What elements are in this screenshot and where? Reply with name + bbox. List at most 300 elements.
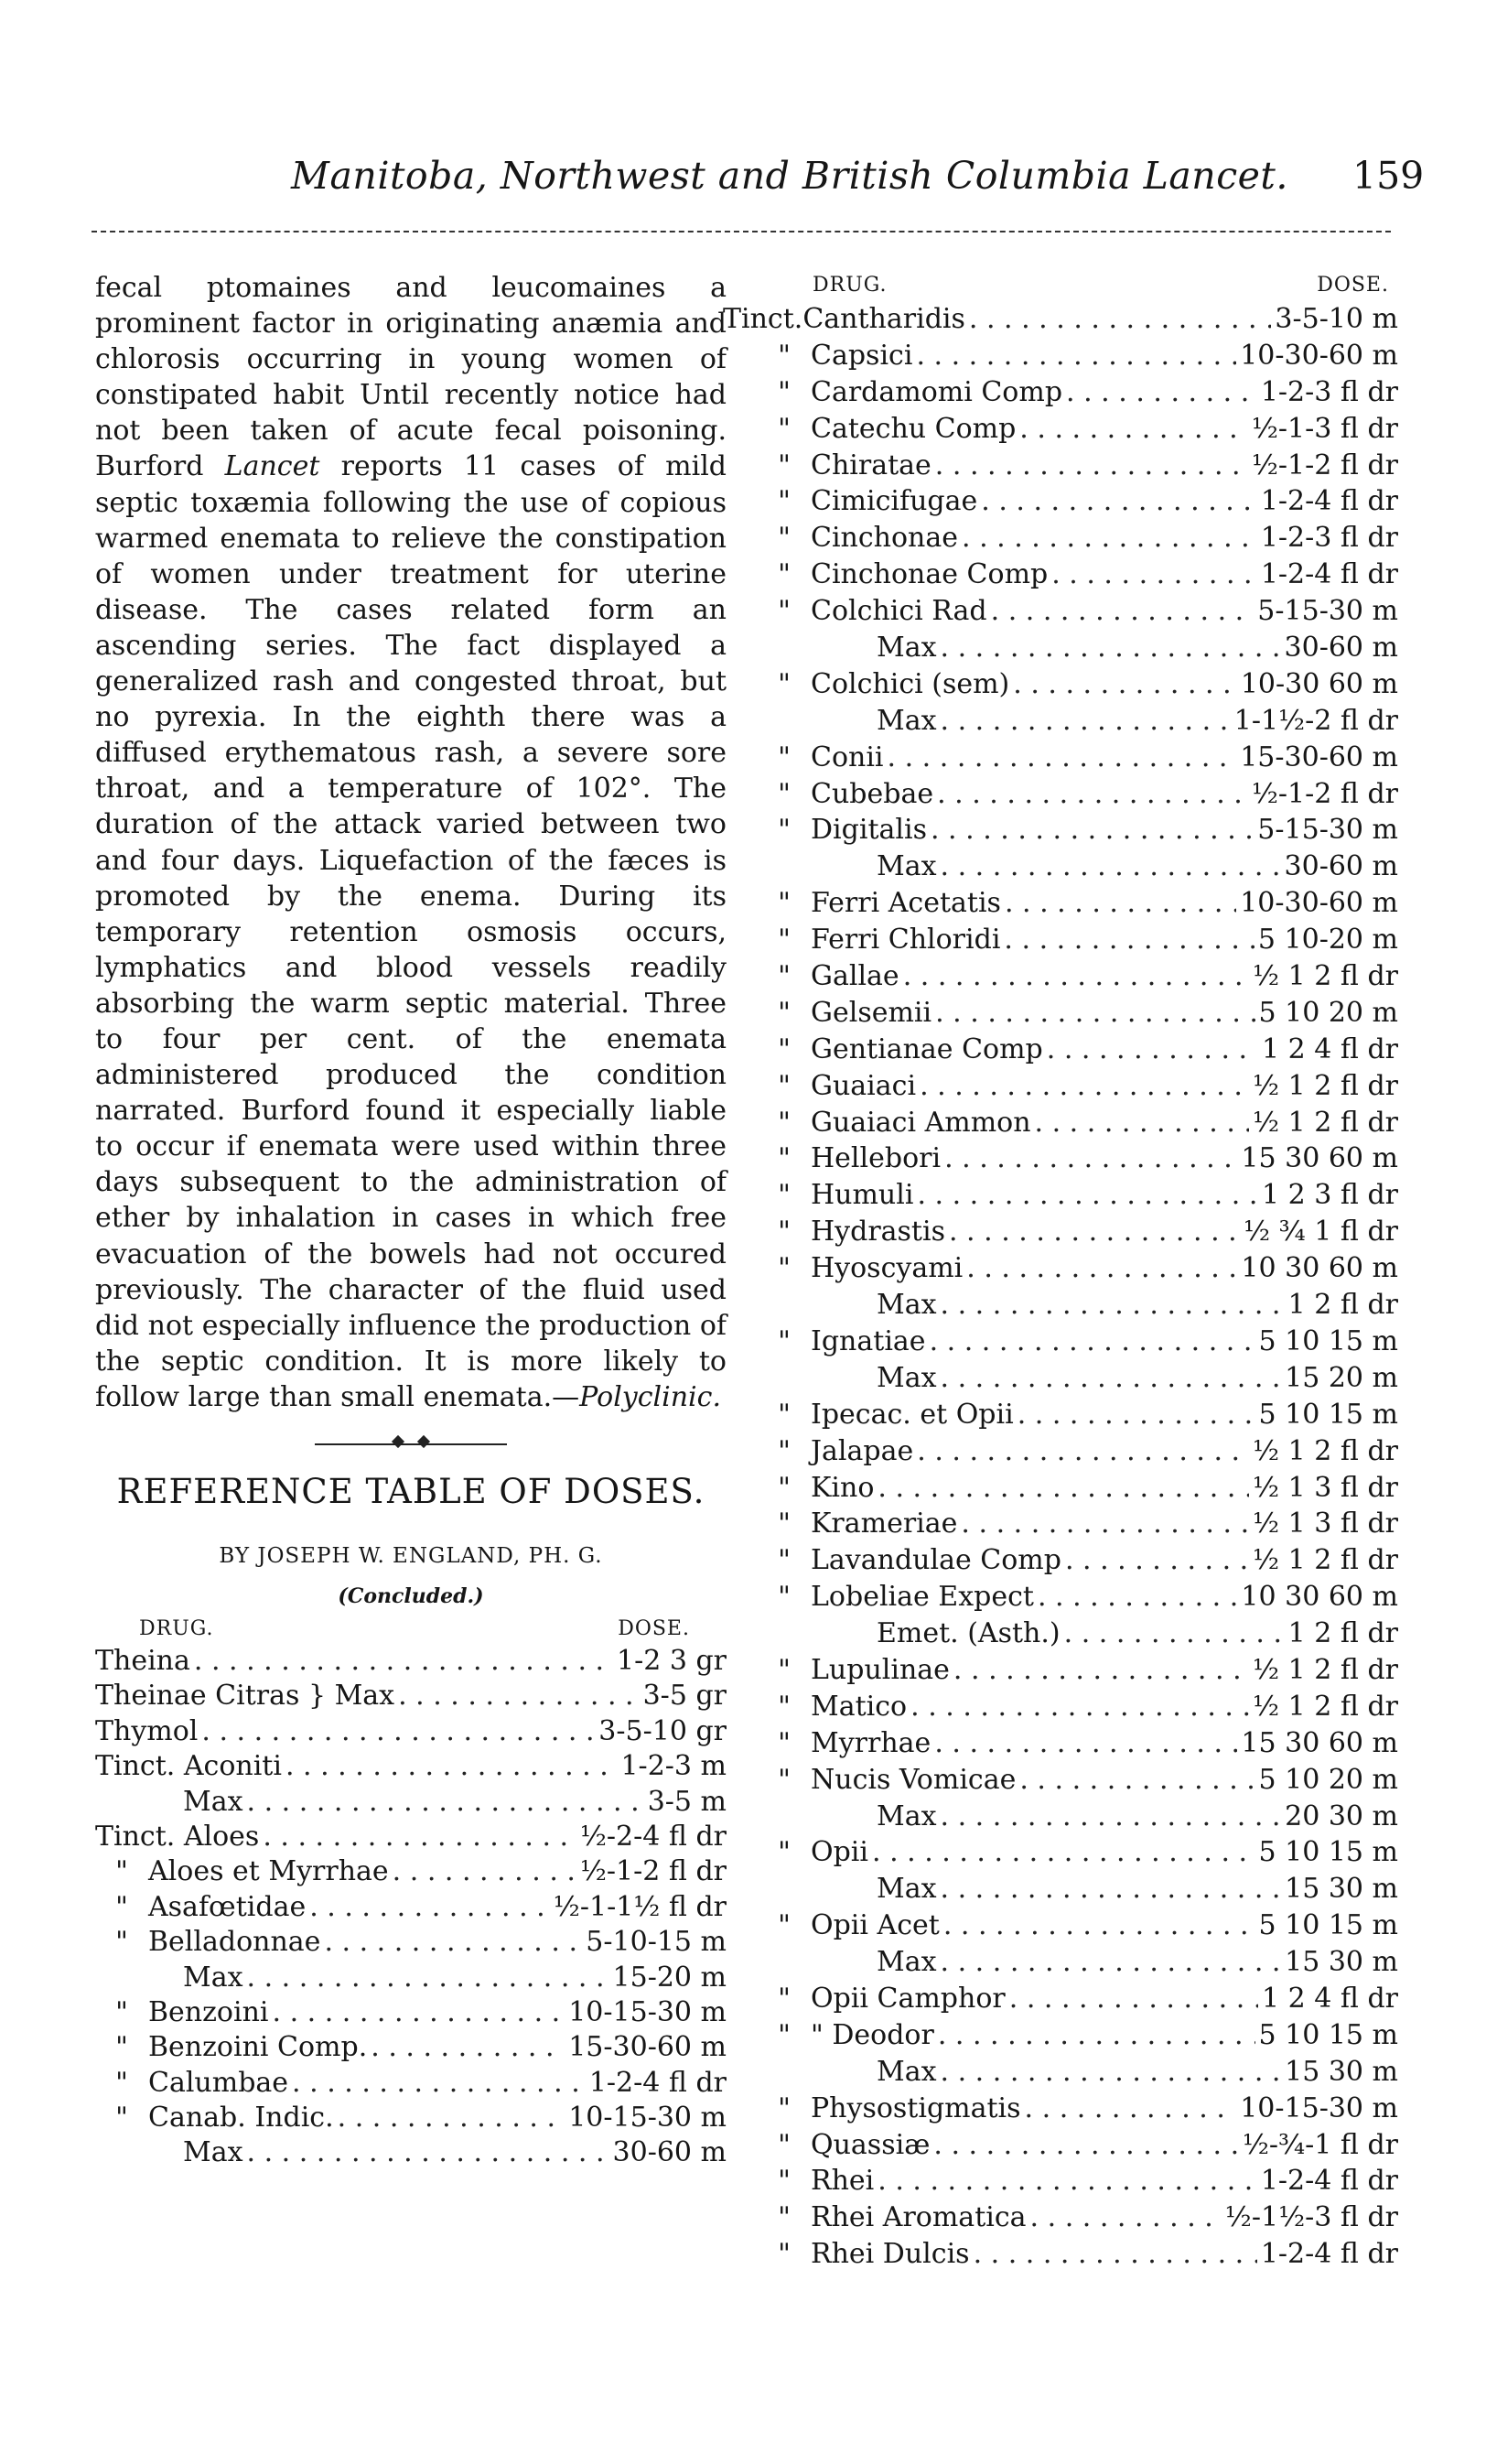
drug-name: Myrrhae xyxy=(811,1726,931,1759)
dose-row xyxy=(758,958,1398,995)
dot-leader xyxy=(917,1433,1249,1470)
drug-dose: 5 10 15 m xyxy=(1258,1909,1398,1942)
drug-dose: ½-¾-1 fl dr xyxy=(1242,2128,1398,2161)
drug-dose: 1-2-4 fl dr xyxy=(1260,558,1398,591)
drug-name: Capsici xyxy=(811,339,913,372)
ditto-mark: " xyxy=(778,1032,791,1065)
dot-leader xyxy=(338,2101,565,2135)
dot-leader xyxy=(981,483,1257,520)
page-number: 159 xyxy=(1352,154,1425,198)
drug-name: Max xyxy=(877,704,937,737)
dose-row xyxy=(758,630,1398,666)
drug-name: Jalapae xyxy=(811,1434,914,1467)
drug-name: Colchici (sem) xyxy=(811,667,1010,700)
drug-dose: 10 30 60 m xyxy=(1241,1252,1398,1285)
drug-name: Opii Acet xyxy=(811,1909,940,1942)
drug-name: Cinchonae Comp xyxy=(811,558,1049,591)
drug-name: Lupulinae xyxy=(811,1653,950,1686)
drug-dose: 5-10-15 m xyxy=(586,1926,727,1959)
dot-leader xyxy=(962,520,1257,557)
dot-leader xyxy=(991,593,1254,630)
drug-dose: 15 30 m xyxy=(1285,2055,1398,2088)
drug-dose: 5 10 15 m xyxy=(1258,1836,1398,1869)
dot-leader xyxy=(974,2236,1257,2273)
ditto-mark: " xyxy=(778,485,791,518)
dose-row xyxy=(95,1749,727,1784)
ditto-mark: " xyxy=(115,2066,128,2099)
dot-leader xyxy=(934,1725,1237,1762)
right-column-dose-label: DOSE. xyxy=(1317,274,1389,297)
drug-name: Gallae xyxy=(811,960,899,993)
dose-row xyxy=(95,1820,727,1854)
drug-name: Matico xyxy=(811,1690,908,1723)
drug-name: Rhei Aromatica xyxy=(811,2201,1027,2234)
drug-name: Benzoini xyxy=(148,1995,269,2028)
ditto-mark: " xyxy=(778,522,791,555)
dose-row xyxy=(95,2135,727,2170)
drug-name: Quassiæ xyxy=(811,2128,931,2161)
drug-dose: 1-2-4 fl dr xyxy=(1260,2165,1398,2198)
ditto-mark: " xyxy=(778,1581,791,1614)
dose-row xyxy=(758,1944,1398,1981)
drug-name: Max xyxy=(877,632,937,665)
dose-row xyxy=(758,483,1398,520)
drug-name: Cardamomi Comp xyxy=(811,375,1063,408)
dot-leader xyxy=(949,1214,1240,1250)
article-paragraph xyxy=(95,270,727,1415)
dot-leader xyxy=(966,1250,1237,1287)
drug-name: Physostigmatis xyxy=(811,2091,1021,2124)
dose-row xyxy=(758,1105,1398,1141)
drug-name: Kino xyxy=(811,1471,875,1504)
ditto-mark: " xyxy=(778,667,791,700)
drug-dose: 1-2-3 fl dr xyxy=(1260,522,1398,555)
drug-name: Asafœtidae xyxy=(148,1890,307,1923)
drug-dose: ½-1-2 fl dr xyxy=(1251,448,1398,481)
dose-row xyxy=(758,885,1398,922)
dot-leader xyxy=(941,2054,1282,2091)
reference-table-status: (Concluded.) xyxy=(338,1584,484,1608)
ditto-mark: " xyxy=(778,412,791,445)
ditto-mark: " xyxy=(778,1763,791,1796)
dot-leader xyxy=(1004,922,1254,958)
drug-name: Emet. (Asth.) xyxy=(877,1617,1061,1650)
drug-name: Hellebori xyxy=(811,1142,942,1175)
dot-leader xyxy=(938,2017,1255,2054)
drug-dose: 5 10-20 m xyxy=(1257,924,1398,956)
dot-leader xyxy=(273,1995,565,2030)
dot-leader xyxy=(1066,374,1257,411)
drug-dose: 10-30-60 m xyxy=(1240,887,1398,920)
drug-name: Canab. Indic. xyxy=(148,2102,334,2134)
drug-dose: 15-30-60 m xyxy=(568,2031,727,2064)
drug-dose: 15 20 m xyxy=(1285,1361,1398,1394)
drug-dose: 1 2 4 fl dr xyxy=(1262,1982,1398,2015)
drug-name: Max xyxy=(877,1361,937,1394)
ditto-mark: " xyxy=(778,814,791,847)
drug-name: Aloes et Myrrhae xyxy=(148,1855,389,1888)
ditto-mark: " xyxy=(115,2031,128,2064)
article-text-italic-name: Lancet xyxy=(224,450,320,483)
dot-leader xyxy=(941,630,1281,666)
ditto-mark: " xyxy=(115,2102,128,2134)
dose-row xyxy=(758,1250,1398,1287)
drug-dose: 10-15-30 m xyxy=(568,1995,727,2028)
ditto-mark: " xyxy=(115,1890,128,1923)
drug-dose: 1-2-3 fl dr xyxy=(1260,375,1398,408)
dose-row xyxy=(95,2030,727,2065)
drug-dose: 3-5 gr xyxy=(642,1680,727,1713)
drug-name: Rhei Dulcis xyxy=(811,2238,970,2271)
dose-row xyxy=(758,2199,1398,2236)
drug-dose: 15 30 m xyxy=(1285,1946,1398,1979)
dose-row xyxy=(95,1961,727,1995)
dose-row xyxy=(758,1834,1398,1871)
drug-dose: 15 30 60 m xyxy=(1241,1142,1398,1175)
drug-dose: 10 30 60 m xyxy=(1241,1581,1398,1614)
drug-dose: 10-15-30 m xyxy=(568,2102,727,2134)
drug-dose: 5 10 20 m xyxy=(1258,1763,1398,1796)
ditto-mark: " xyxy=(778,595,791,628)
drug-dose: 10-15-30 m xyxy=(1240,2091,1398,2124)
dose-row xyxy=(758,2091,1398,2127)
drug-name: Opii Camphor xyxy=(811,1982,1006,2015)
dose-row xyxy=(758,995,1398,1032)
dose-row xyxy=(758,448,1398,484)
dot-leader xyxy=(941,1871,1282,1907)
dose-row xyxy=(758,1762,1398,1799)
dose-row xyxy=(758,740,1398,776)
dot-leader xyxy=(878,1470,1249,1507)
drug-dose: ½ 1 2 fl dr xyxy=(1253,1690,1398,1723)
drug-name: Max xyxy=(877,850,937,883)
dot-leader xyxy=(917,1177,1258,1214)
dot-leader xyxy=(1065,1542,1249,1579)
dose-row xyxy=(758,2127,1398,2164)
dot-leader xyxy=(931,812,1254,848)
drug-dose: ½ 1 2 fl dr xyxy=(1253,1434,1398,1467)
ditto-mark: " xyxy=(778,375,791,408)
ditto-mark: " xyxy=(778,887,791,920)
drug-dose: 5-15-30 m xyxy=(1257,814,1398,847)
drug-dose: 15 30 60 m xyxy=(1241,1726,1398,1759)
drug-dose: 15-30-60 m xyxy=(1240,740,1398,773)
left-column-drug-label: DRUG. xyxy=(139,1617,214,1640)
dot-leader xyxy=(888,740,1237,776)
drug-name: Lobeliae Expect xyxy=(811,1581,1034,1614)
dot-leader xyxy=(1051,557,1257,593)
dose-row xyxy=(758,1324,1398,1360)
dose-row xyxy=(758,1032,1398,1068)
right-dose-list xyxy=(723,301,1398,2273)
dose-row xyxy=(758,1360,1398,1397)
drug-name: Hyoscyami xyxy=(811,1252,964,1285)
ditto-mark: " xyxy=(778,558,791,591)
drug-dose: 1 2 fl dr xyxy=(1287,1617,1398,1650)
dose-row xyxy=(758,1177,1398,1214)
dose-row xyxy=(95,1679,727,1713)
dot-leader xyxy=(1038,1579,1237,1616)
ditto-mark: " xyxy=(778,1252,791,1285)
dot-leader xyxy=(1035,1105,1250,1141)
dose-row xyxy=(758,1506,1398,1542)
drug-name: Rhei xyxy=(811,2165,875,2198)
ditto-mark: " xyxy=(778,777,791,810)
ditto-mark: " xyxy=(778,2238,791,2271)
drug-name: Gentianae Comp xyxy=(811,1032,1043,1065)
dose-row xyxy=(95,1925,727,1960)
drug-name: Benzoini Comp. xyxy=(148,2031,368,2064)
dose-row xyxy=(758,1689,1398,1725)
dot-leader xyxy=(941,1287,1285,1324)
ditto-mark: " xyxy=(778,2018,791,2051)
dot-leader xyxy=(324,1925,582,1960)
dot-leader xyxy=(1019,1762,1254,1799)
drug-dose: ½ 1 2 fl dr xyxy=(1253,1069,1398,1102)
ditto-mark: " xyxy=(778,2165,791,2198)
dose-row xyxy=(95,1785,727,1820)
dose-row xyxy=(758,1214,1398,1250)
dot-leader xyxy=(910,1689,1249,1725)
dot-leader xyxy=(1005,885,1236,922)
dose-row xyxy=(758,411,1398,448)
ditto-mark: " xyxy=(778,960,791,993)
drug-name: Max xyxy=(877,1799,937,1832)
dot-leader xyxy=(201,1714,595,1749)
dot-leader xyxy=(943,1907,1255,1944)
drug-dose: 3-5 m xyxy=(647,1785,727,1818)
article-text-part-1: fecal ptomaines and leucomaines a prominent factor in originating anæmia and chlorosis occurring in young women of constipated habit Until recently notice had not been taken of acute fecal poisoning. Burford xyxy=(95,272,727,483)
ditto-mark: " xyxy=(778,1471,791,1504)
dose-row xyxy=(758,2236,1398,2273)
dot-leader xyxy=(903,958,1249,995)
dot-leader xyxy=(920,1068,1249,1105)
dot-leader xyxy=(371,2030,565,2065)
dot-leader xyxy=(1030,2199,1222,2236)
article-source: Polyclinic. xyxy=(579,1380,721,1413)
dose-row xyxy=(758,1616,1398,1652)
ditto-mark: " xyxy=(778,1434,791,1467)
dose-row xyxy=(758,2017,1398,2054)
ditto-mark: " xyxy=(778,1909,791,1942)
ditto-mark: " xyxy=(115,1926,128,1959)
drug-dose: 1-2-4 fl dr xyxy=(1260,2238,1398,2271)
drug-dose: 1-2 3 gr xyxy=(616,1645,727,1677)
drug-name: Calumbae xyxy=(148,2066,289,2099)
drug-name: Max xyxy=(877,2055,937,2088)
ditto-mark: " xyxy=(115,1995,128,2028)
ditto-mark: " xyxy=(778,1142,791,1175)
right-table-header xyxy=(758,270,1398,301)
dose-row xyxy=(758,2163,1398,2199)
dot-leader xyxy=(961,1506,1249,1542)
dot-leader xyxy=(1047,1032,1258,1068)
dot-leader xyxy=(935,995,1254,1032)
dose-row xyxy=(758,1981,1398,2017)
dose-row xyxy=(758,812,1398,848)
left-dose-list xyxy=(95,1644,727,2171)
dot-leader xyxy=(292,2066,586,2101)
drug-name: Guaiaci xyxy=(811,1069,917,1102)
drug-name: Chiratae xyxy=(811,448,931,481)
drug-name: Krameriae xyxy=(811,1508,958,1540)
dose-row xyxy=(95,1995,727,2030)
dose-row xyxy=(758,1542,1398,1579)
dot-leader xyxy=(941,703,1231,740)
drug-dose: ½ 1 2 fl dr xyxy=(1253,1106,1398,1139)
dot-leader xyxy=(941,1799,1282,1835)
dose-row xyxy=(758,776,1398,813)
drug-dose: 5 10 20 m xyxy=(1258,996,1398,1029)
ditto-mark: " xyxy=(778,1544,791,1577)
right-column xyxy=(723,270,1398,2273)
dot-leader xyxy=(953,1652,1249,1689)
dot-leader xyxy=(1025,2091,1237,2127)
dose-row xyxy=(95,1714,727,1749)
left-table-header xyxy=(95,1617,727,1640)
drug-dose: 5 10 15 m xyxy=(1258,1324,1398,1357)
drug-dose: ½-1-2 fl dr xyxy=(579,1855,727,1888)
dot-leader xyxy=(872,1834,1255,1871)
ditto-mark: " xyxy=(778,1216,791,1248)
dose-row xyxy=(758,1470,1398,1507)
ditto-mark: " xyxy=(778,1690,791,1723)
drug-name: Opii xyxy=(811,1836,868,1869)
drug-name: Cimicifugae xyxy=(811,485,978,518)
drug-name: Guaiaci Ammon xyxy=(811,1106,1031,1139)
drug-name: Max xyxy=(877,1946,937,1979)
drug-dose: 5-15-30 m xyxy=(1257,595,1398,628)
drug-dose: ½ ¾ 1 fl dr xyxy=(1244,1216,1398,1248)
drug-name: Thymol xyxy=(95,1714,199,1747)
dose-row xyxy=(758,1140,1398,1177)
dose-row xyxy=(758,1725,1398,1762)
dose-row xyxy=(758,374,1398,411)
dot-leader xyxy=(247,1785,644,1820)
left-column-dose-label: DOSE. xyxy=(618,1617,690,1640)
ditto-mark: " xyxy=(778,1836,791,1869)
drug-dose: 30-60 m xyxy=(1284,632,1398,665)
drug-name: Belladonnae xyxy=(148,1926,321,1959)
section-ornament xyxy=(315,1437,507,1452)
drug-dose: ½-1-2 fl dr xyxy=(1251,777,1398,810)
drug-name: Max xyxy=(877,1873,937,1906)
dot-leader xyxy=(309,1890,550,1925)
drug-dose: ½-2-4 fl dr xyxy=(579,1820,727,1853)
drug-name: Theina xyxy=(95,1645,190,1677)
ditto-mark: " xyxy=(778,1653,791,1686)
dose-row xyxy=(758,1652,1398,1689)
ditto-mark: " xyxy=(778,740,791,773)
dot-leader xyxy=(935,448,1248,484)
drug-name: " Deodor xyxy=(811,2018,934,2051)
dot-leader xyxy=(944,1140,1237,1177)
drug-dose: ½-1-3 fl dr xyxy=(1251,412,1398,445)
drug-dose: ½-1½-3 fl dr xyxy=(1224,2201,1398,2234)
dot-leader xyxy=(263,1820,576,1854)
dot-leader xyxy=(1018,1397,1255,1433)
drug-name: Max xyxy=(183,1785,243,1818)
drug-dose: ½ 1 2 fl dr xyxy=(1253,1544,1398,1577)
dose-row xyxy=(758,922,1398,958)
drug-name: Ignatiae xyxy=(811,1324,926,1357)
dose-row xyxy=(758,1907,1398,1944)
ditto-mark: " xyxy=(778,1726,791,1759)
dose-row xyxy=(723,301,1398,338)
drug-dose: 15 30 m xyxy=(1285,1873,1398,1906)
dot-leader xyxy=(930,1324,1255,1360)
drug-name: Gelsemii xyxy=(811,996,932,1029)
left-column xyxy=(95,270,727,2171)
drug-name: Cantharidis xyxy=(802,303,965,335)
drug-dose: 5 10 15 m xyxy=(1258,2018,1398,2051)
dot-leader xyxy=(916,338,1236,374)
drug-dose: 30-60 m xyxy=(612,2136,727,2169)
dot-leader xyxy=(969,301,1272,338)
dot-leader xyxy=(398,1679,640,1713)
drug-name: Conii xyxy=(811,740,884,773)
dose-row xyxy=(95,2066,727,2101)
drug-dose: 3-5-10 m xyxy=(1275,303,1398,335)
drug-dose: 1-2-4 fl dr xyxy=(588,2066,727,2099)
dose-row xyxy=(758,666,1398,703)
drug-dose: ½-1-1½ fl dr xyxy=(553,1890,727,1923)
drug-name: Theinae Citras } Max xyxy=(95,1680,395,1713)
ditto-mark: " xyxy=(778,924,791,956)
drug-dose: ½ 1 2 fl dr xyxy=(1253,1653,1398,1686)
dot-leader xyxy=(941,848,1281,885)
dot-leader xyxy=(1064,1616,1285,1652)
drug-dose: 30-60 m xyxy=(1284,850,1398,883)
ditto-mark: " xyxy=(778,1508,791,1540)
dot-leader xyxy=(285,1749,618,1784)
drug-dose: ½ 1 3 fl dr xyxy=(1253,1508,1398,1540)
ditto-mark: " xyxy=(778,2201,791,2234)
drug-dose: 1-1½-2 fl dr xyxy=(1233,704,1398,737)
drug-dose: 15-20 m xyxy=(612,1961,727,1994)
drug-name: Max xyxy=(877,1289,937,1322)
drug-dose: 10-30 60 m xyxy=(1240,667,1398,700)
drug-dose: 1 2 3 fl dr xyxy=(1262,1179,1398,1212)
dose-row xyxy=(758,1433,1398,1470)
dose-row xyxy=(95,1854,727,1889)
dose-row xyxy=(758,1397,1398,1433)
drug-name: Colchici Rad xyxy=(811,595,987,628)
drug-dose: ½ 1 2 fl dr xyxy=(1253,960,1398,993)
drug-dose: ½ 1 3 fl dr xyxy=(1253,1471,1398,1504)
dot-leader xyxy=(1019,411,1248,448)
ditto-mark: " xyxy=(115,1855,128,1888)
dose-row xyxy=(758,593,1398,630)
drug-name: Cinchonae xyxy=(811,522,959,555)
drug-name: Ferri Chloridi xyxy=(811,924,1001,956)
drug-name: Nucis Vomicae xyxy=(811,1763,1017,1796)
drug-dose: 3-5-10 gr xyxy=(598,1714,727,1747)
dose-row xyxy=(758,338,1398,374)
dot-leader xyxy=(933,2127,1238,2164)
dot-leader xyxy=(194,1644,613,1679)
drug-name: Lavandulae Comp xyxy=(811,1544,1061,1577)
ditto-mark: " xyxy=(778,2091,791,2124)
drug-name: Tinct. Aloes xyxy=(95,1820,260,1853)
dot-leader xyxy=(247,1961,609,1995)
ditto-mark: " xyxy=(778,1179,791,1212)
ditto-mark: " xyxy=(778,1982,791,2015)
reference-table-title: REFERENCE TABLE OF DOSES. xyxy=(116,1472,705,1511)
dose-row xyxy=(758,703,1398,740)
dose-row xyxy=(758,520,1398,557)
dose-row xyxy=(758,557,1398,593)
